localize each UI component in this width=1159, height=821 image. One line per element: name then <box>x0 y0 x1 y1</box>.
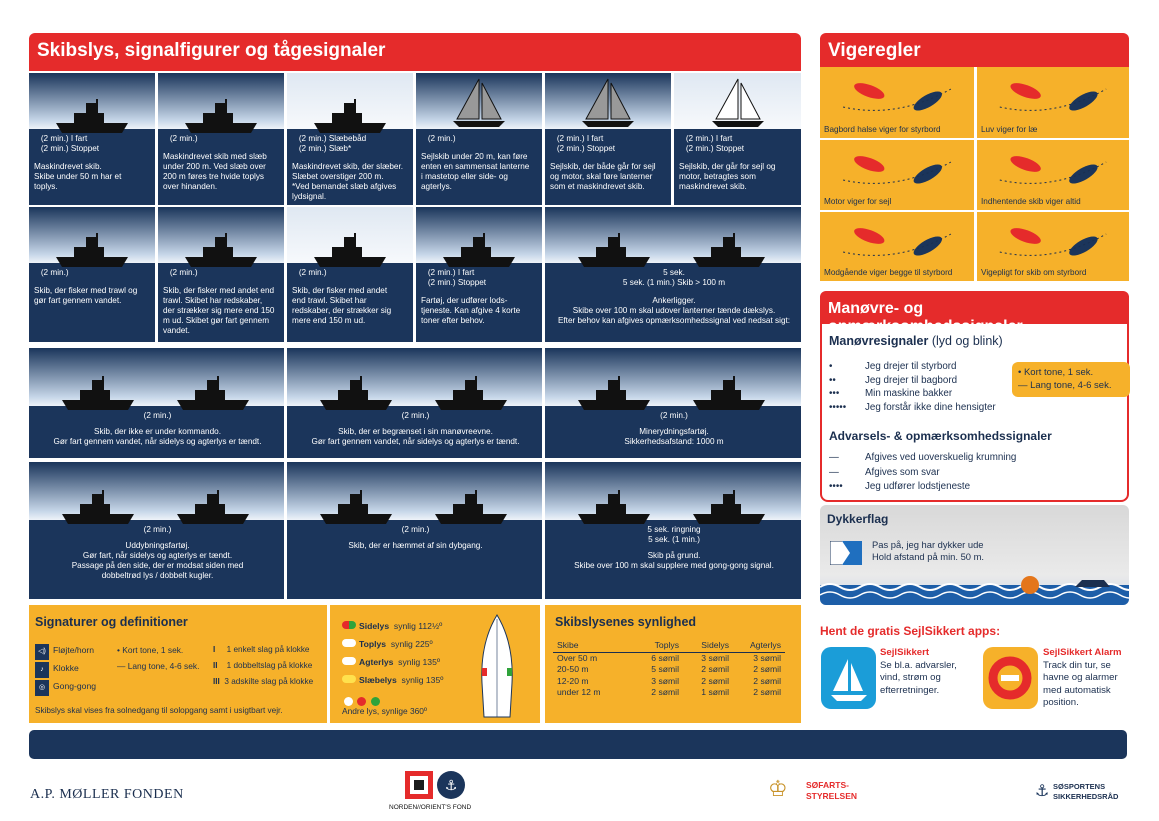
signal-tile <box>29 207 155 342</box>
gong-icon: ◎ <box>35 680 49 696</box>
vessel-maneuver-icon <box>820 67 974 124</box>
vige-rule-caption: Indhentende skib viger altid <box>981 197 1081 206</box>
sound-signal: (2 min.) <box>34 268 69 277</box>
ship-silhouette-icon <box>58 374 138 414</box>
dykker-box <box>820 505 1129 605</box>
vessel-maneuver-icon <box>977 140 1129 196</box>
synlighed-table <box>553 640 785 699</box>
signal-tile <box>416 73 542 205</box>
tile-description: Sejlskib, der både går for sejl og motor, skal føre lanterner som et maskindrevet skib. <box>550 162 656 191</box>
signaturer-panel <box>29 605 327 723</box>
other-lights-label: Andre lys, synlige 360º <box>342 706 427 716</box>
tile-description: Skib, der fisker med andet end trawl. Skibet har redskaber, der strækker sig mere end 150 m ud. Skibet gør fart gennem vandet. <box>163 286 275 335</box>
vige-rule-tile <box>977 140 1129 210</box>
ship-silhouette-icon <box>574 374 654 414</box>
signal-tile <box>545 73 671 205</box>
sound-signal: (2 min.) <box>401 411 430 420</box>
signaturer-col1: ◁) Fløjte/horn ♪ Klokke ◎ Gong-gong <box>35 642 96 696</box>
ship-silhouette-icon <box>181 97 261 137</box>
lights-list: Sidelys synlig 112½º Toplys synlig 225º Agterlys synlig 135º Slæbelys synlig 135º <box>342 617 443 689</box>
vige-rule-caption: Luv viger for læ <box>981 125 1038 134</box>
sound-signal: (2 min.) I fart (2 min.) Stoppet <box>685 134 745 153</box>
signal-tile <box>287 348 542 458</box>
ship-silhouette-icon <box>58 488 138 528</box>
sound-signal: (2 min.) I fart (2 min.) Stoppet <box>427 268 487 287</box>
signaturer-col2: • Kort tone, 1 sek. — Lang tone, 4-6 sek. <box>117 645 200 671</box>
signal-tile <box>287 207 413 342</box>
tile-description: Maskindrevet skib, der slæber. Slæbet overstiger 200 m. *Ved bemandet slæb afgives lydsignal. <box>292 162 404 201</box>
table-row: 12-20 m 3 sømil 2 sømil 2 sømil <box>557 675 781 686</box>
signal-tile <box>416 207 542 342</box>
synlighed-panel <box>545 605 801 723</box>
manoevre-title: Manøvre- og <box>820 291 1129 324</box>
manoevre-heading: Manøvresignaler (lyd og blink) <box>829 334 1003 348</box>
signal-tile <box>158 73 284 205</box>
ssr-logo: SØSPORTENS SIKKERHEDSRÅD <box>1053 782 1119 801</box>
svg-text:⚓: ⚓ <box>444 777 458 793</box>
bottom-bar <box>29 730 1127 759</box>
sea-waves-icon <box>820 575 1129 605</box>
horn-icon: ◁) <box>35 644 49 660</box>
ship-silhouette-icon <box>689 231 769 271</box>
signaturer-title: Signaturer og definitioner <box>35 615 188 629</box>
tile-description: Skib, der er hæmmet af sin dybgang. <box>348 541 483 550</box>
boat-topview-icon <box>478 613 516 721</box>
sound-signal: (2 min.) I fart (2 min.) Stoppet <box>556 134 616 153</box>
vige-rule-tile <box>820 212 974 281</box>
tile-description: Uddybningsfartøj. Gør fart, når sidelys og agterlys er tændt. Passage på den side, der er modsat siden med dobbeltrød lys / dobbelt kugler. <box>71 541 244 580</box>
tile-description: Maskindrevet skib. Skibe under 50 m har et toplys. <box>34 162 122 191</box>
sound-signal: (2 min.) <box>163 134 198 143</box>
ship-silhouette-icon <box>574 231 654 271</box>
app2-text: SejlSikkert Alarm Track din tur, se havne og alarmer med automatisk position. <box>1043 647 1122 708</box>
ship-silhouette-icon <box>574 488 654 528</box>
table-header: Sidelys <box>701 640 729 650</box>
advarsel-heading: Advarsels- & opmærksomhedssignaler <box>829 429 1052 443</box>
tile-description: Sejlskib under 20 m, kan føre enten en sammensat lanterne i mastetop eller side- og agterlys. <box>421 152 530 191</box>
vige-rule-caption: Vigepligt for skib om styrbord <box>981 268 1087 277</box>
tile-description: Skib, der fisker med andet end trawl. Skibet har redskaber, der strækker sig mere end 150 m ud. <box>292 286 392 325</box>
apps-title: Hent de gratis SejlSikkert apps: <box>820 624 1001 638</box>
signal-tile <box>674 73 801 205</box>
ship-silhouette-icon <box>431 488 511 528</box>
table-row: under 12 m 2 sømil 1 sømil 2 sømil <box>557 687 781 697</box>
sailboat-icon <box>708 77 768 129</box>
tile-description: Skib på grund. Skibe over 100 m skal supplere med gong-gong signal. <box>574 551 774 570</box>
sound-signal: (2 min.) <box>163 268 198 277</box>
vessel-maneuver-icon <box>977 67 1129 124</box>
ship-silhouette-icon <box>52 97 132 137</box>
signal-tile <box>287 73 413 205</box>
dykker-title: Dykkerflag <box>827 512 889 526</box>
ship-silhouette-icon <box>173 488 253 528</box>
sound-signal: (2 min.) <box>401 525 430 534</box>
advarsel-list: — Afgives ved uoverskuelig krumning — Afgives som svar •••• Jeg udfører lodstjeneste <box>829 452 1017 492</box>
sejlsikkert-alarm-app-icon[interactable] <box>983 647 1038 709</box>
lights-panel <box>330 605 540 723</box>
tile-description: Minerydningsfartøj. Sikkerhedsafstand: 1000 m <box>624 427 724 446</box>
sailboat-icon <box>578 77 638 129</box>
sound-signal: (2 min.) Slæbebåd (2 min.) Slæb* <box>298 134 367 153</box>
signal-tile <box>545 207 801 342</box>
vessel-maneuver-icon <box>820 212 974 267</box>
table-row: Over 50 m 6 sømil 3 sømil 3 sømil <box>557 652 781 663</box>
norden-logo-text: NORDEN//ORIENT'S FOND <box>389 804 472 811</box>
tile-description: Skib, der ikke er under kommando. Gør fart gennem vandet, når sidelys og agterlys er tændt. <box>53 427 262 446</box>
tile-description: Ankerligger. Skibe over 100 m skal udover lanterner tænde dækslys. Efter behov kan afgives opmærksomhedssignal ved nedsat sigt: <box>557 296 791 325</box>
signaturer-footer: Skibslys skal vises fra solnedgang til solopgang samt i usigtbart vejr. <box>35 706 283 715</box>
ship-silhouette-icon <box>431 374 511 414</box>
app1-text: SejlSikkert Se bl.a. advarsler, vind, strøm og efterretninger. <box>880 647 957 696</box>
signal-tile <box>545 348 801 458</box>
ssr-icon: ⚓ <box>1035 783 1050 800</box>
tile-description: Maskindrevet skib med slæb under 200 m. Ved slæb over 200 m føres tre hvide toplys over hinanden. <box>163 152 267 191</box>
signal-tile <box>158 207 284 342</box>
main-title: Skibslys, signalfigurer og tågesignaler <box>29 33 801 71</box>
diver-flag-icon <box>830 541 862 565</box>
synlighed-title: Skibslysenes synlighed <box>555 615 697 629</box>
table-header: Skibe <box>557 640 579 650</box>
manoevre-list: • Jeg drejer til styrbord •• Jeg drejer til bagbord ••• Min maskine bakker ••••• Jeg forstår ikke dine hensigter <box>829 361 996 413</box>
ship-silhouette-icon <box>439 231 519 271</box>
ship-silhouette-icon <box>316 488 396 528</box>
vessel-maneuver-icon <box>977 212 1129 267</box>
sound-signal: (2 min.) <box>143 525 172 534</box>
signal-tile <box>287 462 542 599</box>
ship-silhouette-icon <box>316 374 396 414</box>
tile-description: Skib, der fisker med trawl og gør fart gennem vandet. <box>34 286 138 305</box>
dykker-text: Pas på, jeg har dykker ude Hold afstand på min. 50 m. <box>872 539 985 562</box>
norden-logo <box>405 771 469 806</box>
ship-silhouette-icon <box>181 231 261 271</box>
sejlsikkert-app-icon[interactable] <box>821 647 876 709</box>
signal-tile <box>29 462 284 599</box>
crown-icon: ♔ <box>768 776 788 801</box>
tile-description: Skib, der er begrænset i sin manøvreevne. Gør fart gennem vandet, når sidelys og agterlys er tændt. <box>311 427 520 446</box>
sound-signal: (2 min.) <box>143 411 172 420</box>
vige-rule-tile <box>977 212 1129 281</box>
vige-rule-tile <box>820 140 974 210</box>
sound-signal: (2 min.) I fart (2 min.) Stoppet <box>40 134 100 153</box>
ship-silhouette-icon <box>689 488 769 528</box>
table-header: Agterlys <box>749 640 781 650</box>
signal-tile <box>545 462 801 599</box>
manoevre-box <box>820 324 1129 502</box>
vige-rule-tile <box>820 67 974 138</box>
tile-description: Sejlskib, der går for sejl og motor, betragtes som maskindrevet skib. <box>679 162 776 191</box>
table-header: Toplys <box>654 640 679 650</box>
ship-silhouette-icon <box>310 97 390 137</box>
sound-signal: 5 sek. 5 sek. (1 min.) Skib > 100 m <box>622 268 726 287</box>
ship-silhouette-icon <box>310 231 390 271</box>
signal-tile <box>29 348 284 458</box>
signal-tile <box>29 73 155 205</box>
ship-silhouette-icon <box>689 374 769 414</box>
sound-signal: (2 min.) <box>660 411 688 420</box>
tone-legend: • Kort tone, 1 sek. — Lang tone, 4-6 sek. <box>1012 362 1130 397</box>
signaturer-col3: I 1 enkelt slag på klokke II 1 dobbeltslag på klokke III 3 adskilte slag på klokke <box>213 645 314 686</box>
bell-icon: ♪ <box>35 662 49 678</box>
vige-rule-caption: Bagbord halse viger for styrbord <box>824 125 941 134</box>
sofarts-logo: SØFARTS- STYRELSEN <box>806 780 858 801</box>
sound-signal: (2 min.) <box>292 268 327 277</box>
ship-silhouette-icon <box>52 231 132 271</box>
vige-rule-caption: Modgående viger begge til styrbord <box>824 268 953 277</box>
vige-title: Vigeregler <box>820 33 1129 67</box>
sound-signal: (2 min.) <box>421 134 456 143</box>
table-row: 20-50 m 5 sømil 2 sømil 2 sømil <box>557 664 781 674</box>
vige-rule-tile <box>977 67 1129 138</box>
sound-signal: 5 sek. ringning 5 sek. (1 min.) <box>647 525 701 544</box>
apmoller-logo: A.P. MØLLER FONDEN <box>30 787 184 802</box>
vessel-maneuver-icon <box>820 140 974 196</box>
sailboat-icon <box>449 77 509 129</box>
tile-description: Fartøj, der udfører lods- tjeneste. Kan afgive 4 korte toner efter behov. <box>421 296 521 325</box>
vige-rule-caption: Motor viger for sejl <box>824 197 892 206</box>
ship-silhouette-icon <box>173 374 253 414</box>
